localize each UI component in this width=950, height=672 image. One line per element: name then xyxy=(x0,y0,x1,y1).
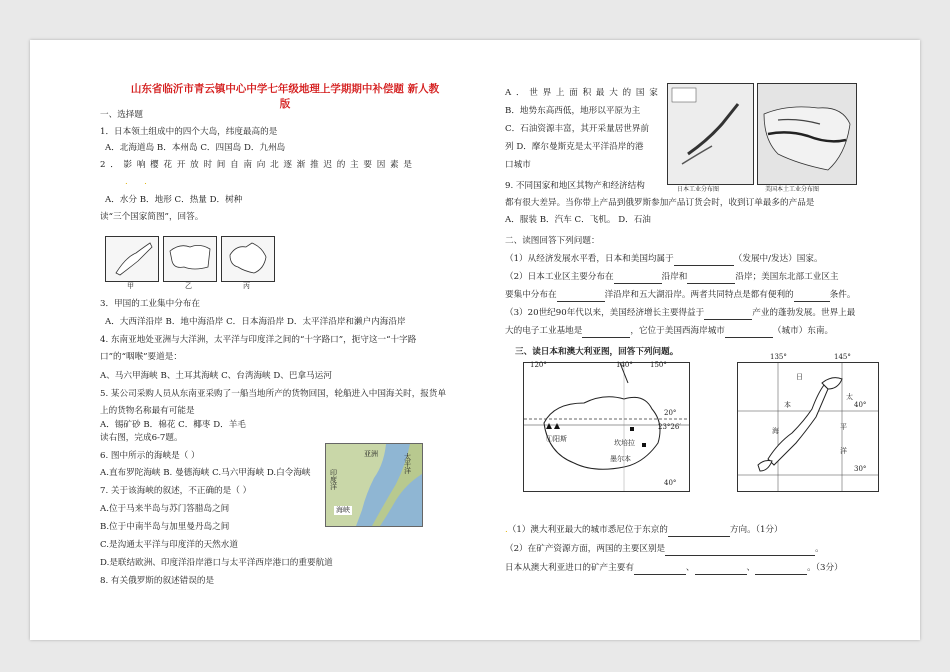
s3-q3-blank-1[interactable] xyxy=(634,563,686,575)
document-title xyxy=(105,82,465,111)
map-jia-outline xyxy=(106,237,158,281)
question-9-options: A．服装 B．汽车 C．飞机。 D．石油 xyxy=(505,215,651,225)
question-7-option-d: D.是联结欧洲、印度洋沿岸港口与太平洋西岸港口的重要航道 xyxy=(100,558,333,568)
section-3-heading: 三、读日本和澳大利亚图，回答下列问题。 xyxy=(515,347,679,357)
section-2-question-3-line-2 xyxy=(505,326,833,338)
marker-dot: . xyxy=(505,525,508,535)
strait-label-pacific: 太平洋 xyxy=(404,453,411,475)
s2-q2-blank-2[interactable] xyxy=(687,272,735,284)
question-8-option-c-line-1: C．石油资源丰富，其开采量居世界前 xyxy=(505,124,650,134)
question-1: 1．日本领土组成中的四个大岛，纬度最高的是 xyxy=(100,127,278,137)
australia-map xyxy=(523,362,690,492)
question-8-option-b: B．地势东高西低，地形以平原为主 xyxy=(505,106,641,116)
s2-q3-text-d: ，它位于美国西海岸城市 xyxy=(630,326,725,336)
s3-q2-text-end: 。 xyxy=(815,544,824,554)
s2-q2-text-b: 沿岸和 xyxy=(661,272,688,282)
map-jia xyxy=(105,236,159,282)
strait-label-asia: 亚洲 xyxy=(364,450,378,458)
s2-q2-text-f: 条件。 xyxy=(829,290,856,300)
s2-q3-text-c: 大的电子工业基地是 xyxy=(505,326,583,336)
s2-q1-text-end: （发展中/发达）国家。 xyxy=(733,254,823,264)
s3-q3-sep-2: 、 xyxy=(746,563,756,573)
s3-q3-blank-2[interactable] xyxy=(695,563,747,575)
reading-prompt-3: 读“三个国家简图”，回答。 xyxy=(100,212,204,222)
reading-prompt-6-7: 读右图，完成6-7题。 xyxy=(100,433,183,443)
aus-tick-140: 140° xyxy=(616,361,633,369)
question-2: 2 ． 影 响 樱 花 开 放 时 间 自 南 向 北 逐 渐 推 迟 的 主 要 因 素 是 xyxy=(100,160,413,170)
question-4-line-1: 4. 东南亚地处亚洲与大洋洲，太平洋与印度洋之间的“十字路口”，扼守这一“十字路 xyxy=(100,335,417,345)
s2-q2-blank-4[interactable] xyxy=(794,290,830,302)
japan-map xyxy=(737,353,879,492)
section-2-question-1 xyxy=(505,254,823,266)
question-8: 8. 有关俄罗斯的叙述错误的是 xyxy=(100,576,215,586)
jp-tick-40: 40° xyxy=(854,401,867,409)
s3-q2-blank[interactable] xyxy=(665,544,815,556)
aus-label-melbourne: 墨尔本 xyxy=(610,455,631,463)
japan-industry-map-drawing xyxy=(668,84,753,184)
jp-label-ben: 本 xyxy=(784,401,791,409)
map-bing xyxy=(221,236,275,282)
s2-q3-text-b: 产业的蓬勃发展。世界上最 xyxy=(752,308,856,318)
jp-tick-30: 30° xyxy=(854,465,867,473)
question-5-line-2: 上的货物名称最有可能是 xyxy=(100,406,195,416)
s3-q2-text: （2）在矿产资源方面，两国的主要区别是 xyxy=(505,544,666,554)
s2-q2-text-d: 要集中分布在 xyxy=(505,290,557,300)
map-bing-outline xyxy=(222,237,274,281)
s3-q1-blank[interactable] xyxy=(668,525,730,537)
map-yi xyxy=(163,236,217,282)
section-3-question-2 xyxy=(505,544,824,556)
caption-us-industry: 美国本土工业分布图 xyxy=(765,186,820,193)
question-7: 7. 关于该海峡的叙述，不正确的是（ ） xyxy=(100,486,252,496)
question-7-option-a: A.位于马来半岛与苏门答腊岛之间 xyxy=(100,504,230,514)
marker-dots: . . xyxy=(125,177,147,187)
question-1-options: A．北海道岛 B．本州岛 C．四国岛 D．九州岛 xyxy=(105,143,286,153)
section-1-heading: 一、选择题 xyxy=(100,110,143,120)
question-5-line-1: 5. 某公司采购人员从东南亚采购了一船当地所产的货物回国，轮船进入中国海关时，报货单 xyxy=(100,389,447,399)
question-3: 3．甲国的工业集中分布在 xyxy=(100,299,200,309)
s2-q3-blank-2[interactable] xyxy=(582,326,630,338)
map-label-yi: 乙 xyxy=(185,282,192,290)
japan-industry-map xyxy=(667,83,754,185)
s2-q3-text-e: （城市）东南。 xyxy=(772,326,834,336)
s2-q3-text-a: （3）20世纪90年代以来，美国经济增长主要得益于 xyxy=(505,308,705,318)
title-line-2: 版 xyxy=(279,97,291,110)
map-label-bing: 丙 xyxy=(243,282,250,290)
jp-label-ri: 日 xyxy=(796,373,803,381)
question-9-line-2: 都有很大差异。当你带上产品到俄罗斯参加产品订货会时，收到订单最多的产品是 xyxy=(505,198,815,208)
question-8-option-c-line-3: 口城市 xyxy=(505,160,531,170)
s2-q2-text-a: （2）日本工业区主要分布在 xyxy=(505,272,614,282)
s3-q3-sep-1: 、 xyxy=(685,563,695,573)
caption-japan-industry: 日本工业分布图 xyxy=(677,186,720,193)
aus-label-site-1: ①阳斯 xyxy=(546,435,567,443)
section-3-question-3 xyxy=(505,563,843,575)
title-line-1: 山东省临沂市青云镇中心中学七年级地理上学期期中补偿题 新人教 xyxy=(130,83,440,95)
aus-tick-120: 120° xyxy=(530,361,547,369)
s2-q1-text: （1）从经济发展水平看，日本和美国均属于 xyxy=(505,254,674,264)
aus-tick-40: 40° xyxy=(664,479,677,487)
s2-q3-blank-3[interactable] xyxy=(725,326,773,338)
document-page xyxy=(30,40,920,640)
question-3-options: A．大西洋沿岸 B．地中海沿岸 C．日本海沿岸 D．太平洋沿岸和濑户内海沿岸 xyxy=(105,317,406,327)
aus-tick-20: 20° xyxy=(664,409,677,417)
s3-q1-text: （1）澳大利亚最大的城市悉尼位于东京的 xyxy=(507,525,668,535)
us-industry-map-drawing xyxy=(758,84,856,184)
aus-tick-150: 150° xyxy=(650,361,667,369)
section-2-question-2-line-2 xyxy=(505,290,855,302)
section-2-heading: 二、读图回答下列问题： xyxy=(505,236,600,246)
jp-label-tai: 太 xyxy=(846,393,853,401)
question-7-option-c: C.是沟通太平洋与印度洋的天然水道 xyxy=(100,540,238,550)
s3-q1-text-end: 方向。（1分） xyxy=(729,525,783,535)
jp-label-ping: 平 xyxy=(840,423,847,431)
s2-q2-text-c: 沿岸；美国东北部工业区主 xyxy=(735,272,839,282)
question-8-option-a: A ． 世 界 上 面 积 最 大 的 国 家 xyxy=(505,88,659,98)
s2-q3-blank-1[interactable] xyxy=(704,308,752,320)
question-8-option-c-line-2: 列 D．摩尔曼斯克是太平洋沿岸的港 xyxy=(505,142,644,152)
jp-label-hai: 海 xyxy=(772,427,779,435)
question-2-options: A．水分 B．地形 C．热量 D．树种 xyxy=(105,195,243,205)
question-6-options: A.直布罗陀海峡 B. 曼德海峡 C.马六甲海峡 D.白令海峡 xyxy=(100,468,311,478)
section-2-question-2-line-1 xyxy=(505,272,839,284)
map-label-jia: 甲 xyxy=(127,282,134,290)
section-3-question-1 xyxy=(505,525,783,537)
question-5-options: A．锡矿砂 B．棉花 C．椰枣 D．羊毛 xyxy=(100,420,246,430)
s2-q2-blank-3[interactable] xyxy=(557,290,605,302)
question-6: 6. 图中所示的海峡是（ ） xyxy=(100,451,200,461)
question-7-option-b: B.位于中南半岛与加里曼丹岛之间 xyxy=(100,522,230,532)
s2-q2-blank-1[interactable] xyxy=(614,272,662,284)
section-2-question-3-line-1 xyxy=(505,308,855,320)
strait-label-indian: 印度洋 xyxy=(330,469,337,491)
s3-q3-text-end: 。（3分） xyxy=(807,563,843,573)
jp-tick-145: 145° xyxy=(834,353,851,361)
s3-q3-blank-3[interactable] xyxy=(755,563,807,575)
jp-label-yang: 洋 xyxy=(840,447,847,455)
aus-label-canberra: 坎培拉 xyxy=(614,439,635,447)
jp-tick-135: 135° xyxy=(770,353,787,361)
aus-tick-tropic: 23°26′ xyxy=(658,423,681,431)
strait-map xyxy=(325,443,423,527)
map-yi-outline xyxy=(164,237,216,281)
strait-label-strait: 海峡 xyxy=(336,506,350,514)
s2-q1-blank[interactable] xyxy=(674,254,734,266)
question-4-line-2: 口”的“咽喉”要道是： xyxy=(100,352,182,362)
question-9-line-1: 9. 不同国家和地区其物产和经济结构 xyxy=(505,181,645,191)
question-4-options: A、马六甲海峡 B、土耳其海峡 C、台湾海峡 D、巴拿马运河 xyxy=(100,371,332,381)
s3-q3-text: 日本从澳大利亚进口的矿产主要有 xyxy=(505,563,634,573)
us-industry-map xyxy=(757,83,857,185)
s2-q2-text-e: 洋沿岸和五大湖沿岸。两者共同特点是都有便利的 xyxy=(604,290,794,300)
